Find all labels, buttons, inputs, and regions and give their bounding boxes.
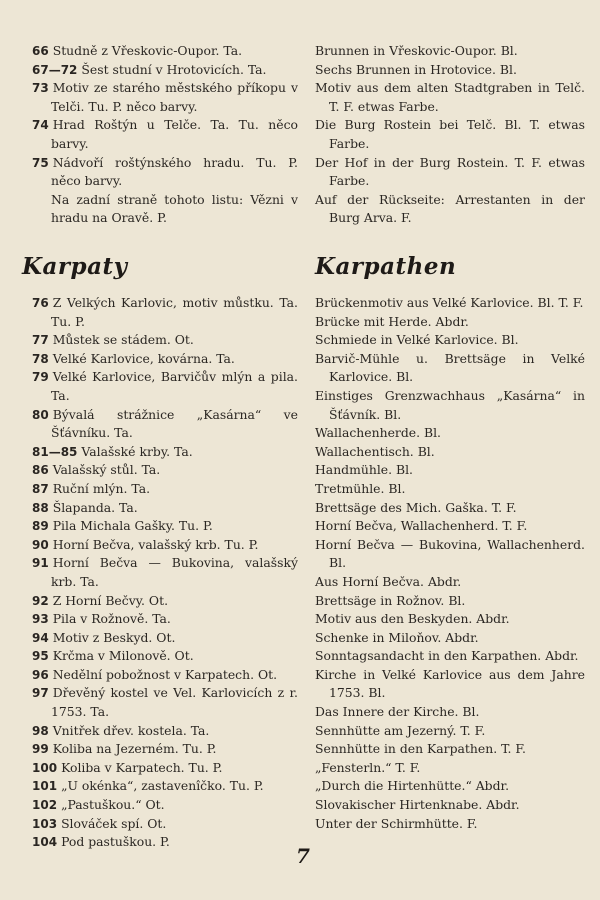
catalog-entry: „Fensterln.“ T. F. [315, 759, 421, 775]
catalog-entry [32, 350, 298, 369]
catalog-entry: Sennhütte am Jezerný. T. F. [315, 722, 486, 738]
entry-number: 95 [32, 649, 49, 664]
catalog-entry [32, 42, 298, 61]
entry-number: 74 [32, 118, 49, 133]
entry-number: 76 [32, 296, 49, 310]
entry-text: Nádvoří roštýnského hradu. Tu. P. něco barvy. [51, 154, 298, 189]
entry-text: Horní Bečva, valašský krb. Tu. P. [52, 536, 259, 552]
catalog-entry: Brunnen in Vřeskovic-Oupor. Bl. [315, 43, 518, 58]
catalog-entry [32, 536, 298, 555]
entry-number: 102 [32, 798, 58, 813]
catalog-entry: Wallachenherde. Bl. [315, 425, 441, 441]
entry-number: 73 [32, 81, 49, 96]
catalog-entry [32, 443, 298, 462]
catalog-entry-note [32, 191, 298, 228]
catalog-entry [32, 759, 298, 778]
entry-number: 80 [32, 407, 49, 422]
catalog-entry: Der Hof in der Burg Rostein. T. F. etwas Farbe. [315, 154, 585, 189]
entry-number: 97 [32, 686, 49, 701]
catalog-entry [32, 740, 298, 759]
catalog-entry: Kirche in Velké Karlovice aus dem Jahre 1753. Bl. [315, 666, 585, 701]
catalog-entry [32, 61, 298, 80]
section-heading-czech: Karpaty [22, 253, 128, 280]
catalog-entry: Wallachentisch. Bl. [315, 443, 435, 459]
page-number: 7 [296, 844, 310, 868]
entry-text: Pila Michala Gašky. Tu. P. [52, 518, 213, 534]
entry-text: Vnitřek dřev. kostela. Ta. [52, 722, 210, 738]
entry-number: 94 [32, 630, 49, 645]
entry-text: Slováček spí. Ot. [61, 815, 167, 831]
entry-text: Můstek se stádem. Ot. [52, 332, 194, 348]
entry-text: Šest studní v Hrotovicích. Ta. [81, 61, 267, 77]
catalog-entry: Sonntagsandacht in den Karpathen. Abdr. [315, 648, 579, 664]
catalog-entry [32, 647, 298, 666]
entry-text: Z Horní Bečvy. Ot. [52, 592, 169, 608]
catalog-entry: Horní Bečva, Wallachenherd. T. F. [315, 518, 528, 534]
catalog-entry: Brettsäge in Rožnov. Bl. [315, 592, 466, 608]
entry-text: Motiv ze starého městského příkopu v Telči. Tu. P. něco barvy. [51, 80, 298, 114]
entry-number: 99 [32, 742, 49, 757]
entry-number: 66 [32, 44, 49, 58]
catalog-entry [32, 796, 298, 815]
catalog-entry: Schmiede in Velké Karlovice. Bl. [315, 332, 519, 348]
catalog-entry: Handmühle. Bl. [315, 462, 413, 478]
entry-number: 86 [32, 463, 49, 478]
catalog-entry [32, 777, 298, 796]
catalog-entry: Einstiges Grenzwachhaus „Kasárna“ in Šťávník. Bl. [315, 387, 585, 422]
catalog-entry: Die Burg Rostein bei Telč. Bl. T. etwas Farbe. [315, 117, 585, 151]
section-heading-german: Karpathen [315, 253, 457, 280]
catalog-entry: Barvič-Mühle u. Brettsäge in Velké Karlovice. Bl. [315, 350, 585, 385]
catalog-entry [32, 610, 298, 629]
entry-text: Koliba v Karpatech. Tu. P. [61, 759, 223, 775]
catalog-entry: Brettsäge des Mich. Gaška. T. F. [315, 499, 517, 515]
catalog-entry [32, 480, 298, 499]
entry-text: Krčma v Milonově. Ot. [52, 648, 194, 664]
entry-number: 104 [32, 835, 58, 850]
entry-text: Motiv z Beskyd. Ot. [52, 629, 176, 645]
catalog-entry: Horní Bečva — Bukovina, Wallachenherd. Bl. [315, 536, 585, 571]
entry-text: Pod pastuškou. P. [61, 834, 170, 850]
entry-number: 101 [32, 779, 58, 794]
top-czech-column [32, 42, 298, 228]
entry-number: 75 [32, 155, 49, 170]
catalog-entry [32, 499, 298, 518]
entry-number: 67—72 [32, 62, 78, 77]
catalog-entry [32, 722, 298, 741]
entry-number: 79 [32, 370, 49, 385]
catalog-entry [32, 815, 298, 834]
catalog-entry: Unter der Schirmhütte. F. [315, 815, 478, 831]
catalog-entry [32, 331, 298, 350]
entry-number: 92 [32, 593, 49, 608]
catalog-entry: Auf der Rückseite: Arrestanten in der Burg Arva. F. [315, 191, 585, 226]
entry-text: Studně z Vřeskovic-Oupor. Ta. [52, 43, 243, 58]
top-german-column [315, 42, 585, 228]
entry-text: Nedělní pobožnost v Karpatech. Ot. [52, 666, 278, 682]
entry-text: Velké Karlovice, kovárna. Ta. [52, 350, 235, 366]
entry-number: 96 [32, 667, 49, 682]
entry-text: Na zadní straně tohoto listu: Vězni v hradu na Oravě. P. [51, 191, 298, 226]
entry-text: Dřevěný kostel ve Vel. Karlovicích z r. 1753. Ta. [51, 685, 298, 720]
catalog-entry [32, 461, 298, 480]
catalog-entry [32, 406, 298, 443]
catalog-entry [32, 294, 298, 331]
entry-number: 90 [32, 537, 49, 552]
catalog-entry [32, 629, 298, 648]
catalog-entry [32, 833, 298, 852]
entry-text: Valašské krby. Ta. [81, 443, 193, 459]
entry-text: Koliba na Jezerném. Tu. P. [52, 741, 217, 757]
catalog-entry [32, 592, 298, 611]
entry-text: „U okénka“, zastavenîčko. Tu. P. [61, 778, 264, 794]
entry-text: Hrad Roštýn u Telče. Ta. Tu. něco barvy. [51, 117, 298, 151]
catalog-entry: Motiv aus den Beskyden. Abdr. [315, 611, 510, 627]
entry-text: „Pastuškou.“ Ot. [61, 797, 165, 813]
catalog-entry [32, 368, 298, 405]
entry-number: 89 [32, 519, 49, 534]
catalog-entry [32, 517, 298, 536]
entry-number: 88 [32, 500, 49, 515]
entry-text: Šlapanda. Ta. [52, 499, 138, 515]
entry-text: Bývalá strážnice „Kasárna“ ve Šťávníku. Ta. [51, 406, 298, 441]
catalog-entry [32, 684, 298, 721]
catalog-entry: Aus Horní Bečva. Abdr. [315, 573, 462, 589]
entry-text: Z Velkých Karlovic, motiv můstku. Ta. Tu. P. [51, 295, 298, 329]
catalog-entry [32, 554, 298, 591]
catalog-entry: Tretmühle. Bl. [315, 480, 406, 496]
catalog-entry [32, 79, 298, 116]
catalog-entry: Sennhütte in den Karpathen. T. F. [315, 741, 526, 757]
catalog-entry: Motiv aus dem alten Stadtgraben in Telč. T. F. etwas Farbe. [315, 80, 585, 114]
section-german-column [315, 294, 585, 833]
entry-number: 98 [32, 723, 49, 738]
catalog-entry [32, 154, 298, 191]
entry-number: 81—85 [32, 444, 78, 459]
entry-number: 93 [32, 612, 49, 627]
catalog-entry: Brücke mit Herde. Abdr. [315, 313, 469, 329]
entry-number: 78 [32, 351, 49, 366]
entry-number: 91 [32, 556, 49, 571]
entry-text: Ruční mlýn. Ta. [52, 480, 151, 496]
entry-text: Velké Karlovice, Barvičův mlýn a pila. Ta. [51, 369, 298, 403]
section-czech-column [32, 294, 298, 852]
catalog-entry [32, 116, 298, 153]
catalog-entry: Slovakischer Hirtenknabe. Abdr. [315, 797, 520, 813]
entry-text: Horní Bečva — Bukovina, valašský krb. Ta. [51, 555, 298, 589]
entry-number: 103 [32, 816, 58, 831]
catalog-entry: Schenke in Miloňov. Abdr. [315, 629, 479, 645]
entry-number: 87 [32, 481, 49, 496]
catalog-entry: Sechs Brunnen in Hrotovice. Bl. [315, 61, 517, 77]
catalog-entry: „Durch die Hirtenhütte.“ Abdr. [315, 778, 510, 794]
entry-text: Valašský stůl. Ta. [52, 462, 161, 478]
catalog-entry [32, 666, 298, 685]
entry-number: 100 [32, 760, 58, 775]
catalog-entry: Brückenmotiv aus Velké Karlovice. Bl. T. F. [315, 295, 584, 310]
entry-number: 77 [32, 333, 49, 348]
entry-text: Pila v Rožnově. Ta. [52, 611, 171, 627]
catalog-entry: Das Innere der Kirche. Bl. [315, 704, 480, 720]
